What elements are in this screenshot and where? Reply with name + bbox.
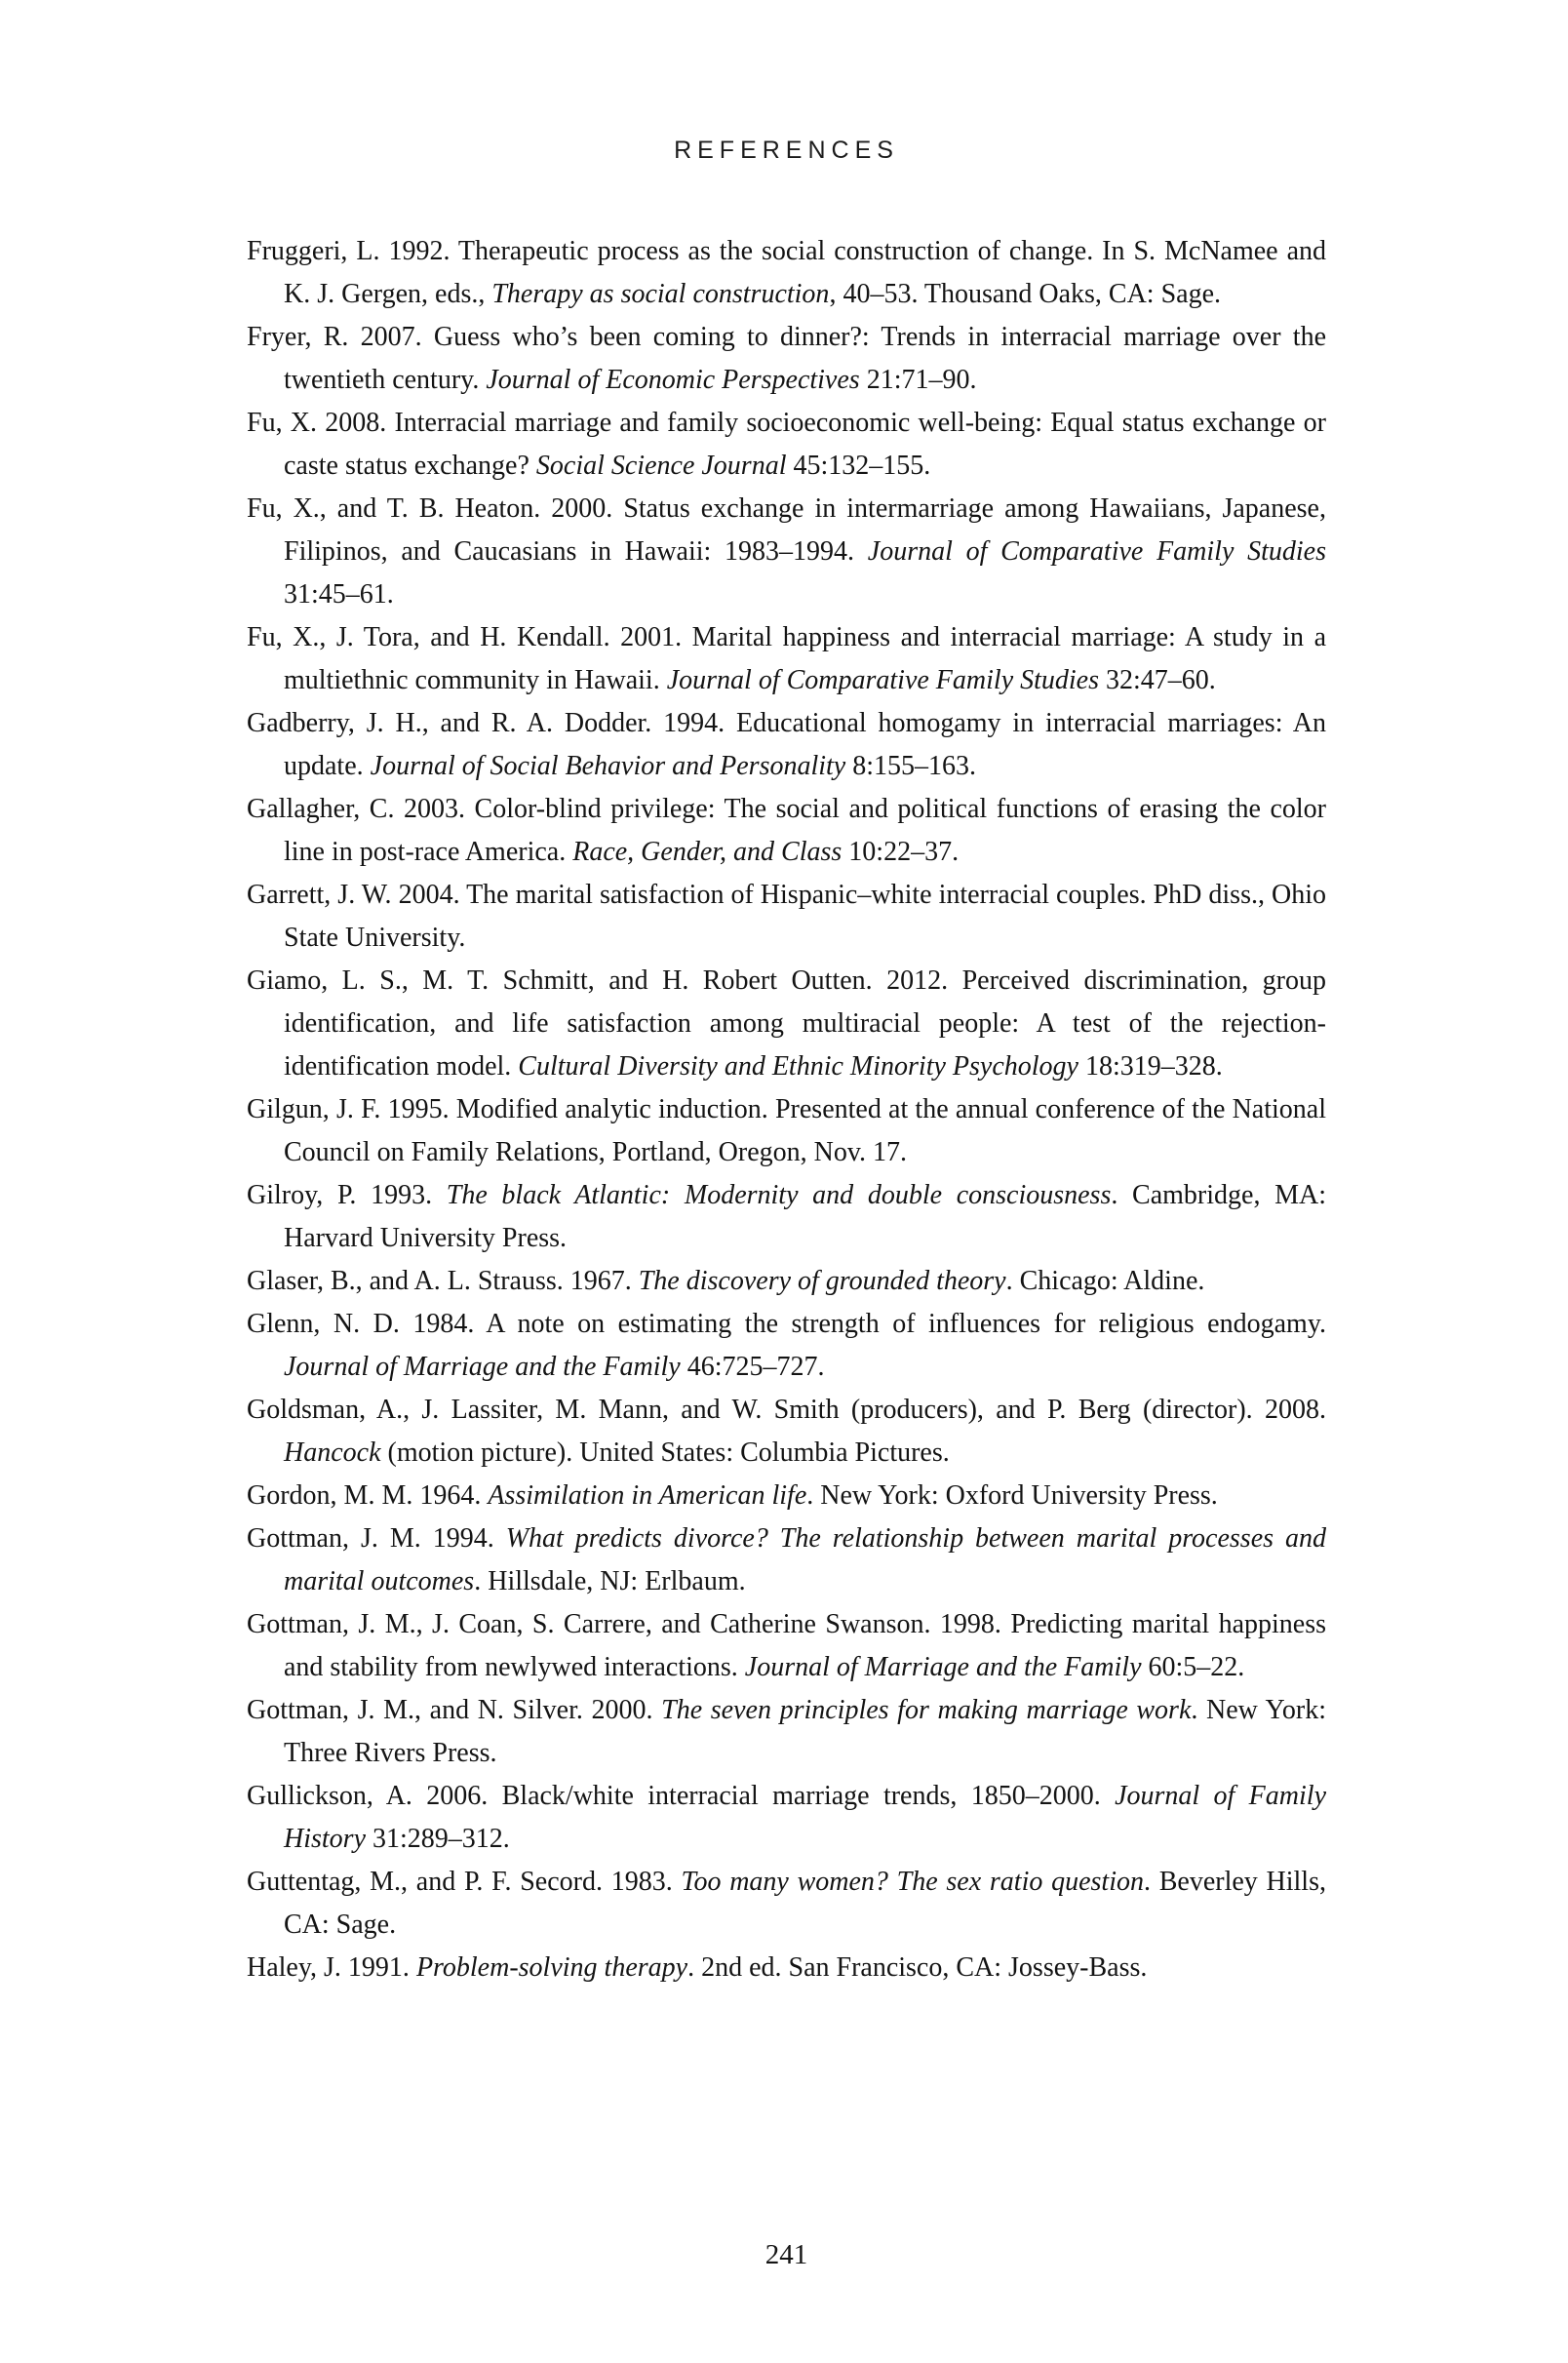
reference-italic-title: Journal of Marriage and the Family bbox=[284, 1352, 681, 1382]
reference-entry bbox=[247, 1861, 1326, 1947]
reference-text: Gottman, J. M. 1994. bbox=[247, 1523, 506, 1554]
reference-text: Glaser, B., and A. L. Strauss. 1967. bbox=[247, 1266, 639, 1296]
reference-entry bbox=[247, 1947, 1326, 1989]
reference-entry bbox=[247, 874, 1326, 960]
reference-entry bbox=[247, 1303, 1326, 1389]
reference-text: 10:22–37. bbox=[842, 837, 960, 867]
reference-text: . New York: Oxford University Press. bbox=[806, 1480, 1218, 1511]
reference-italic-title: Problem-solving therapy bbox=[415, 1952, 688, 1983]
reference-text: Fu, X., and T. B. Heaton. 2000. Status exchange in intermarriage among Hawaiians, Japanese, Filipinos, and Caucasians in Hawaii: 1983–1994. bbox=[247, 493, 1326, 567]
reference-italic-title: Journal of Marriage and the Family bbox=[744, 1652, 1142, 1682]
reference-italic-title: What predicts divorce? The relationship between marital processes and marital outcomes bbox=[284, 1523, 1327, 1596]
reference-italic-title: Journal of Comparative Family Studies bbox=[867, 536, 1326, 567]
reference-italic-title: Journal of Economic Perspectives bbox=[486, 365, 860, 395]
reference-text: (motion picture). United States: Columbia Pictures. bbox=[380, 1437, 950, 1468]
reference-italic-title: The seven principles for making marriage work bbox=[661, 1695, 1192, 1725]
reference-entry bbox=[247, 788, 1326, 874]
reference-text: . Hillsdale, NJ: Erlbaum. bbox=[474, 1566, 746, 1596]
reference-italic-title: Journal of Family History bbox=[284, 1781, 1326, 1854]
reference-text: Gilgun, J. F. 1995. Modified analytic induction. Presented at the annual conference of the National Council on Family Relations, Portland, Oregon, Nov. 17. bbox=[247, 1094, 1326, 1167]
reference-italic-title: Therapy as social construction bbox=[491, 279, 830, 309]
reference-text: 21:71–90. bbox=[859, 365, 977, 395]
reference-text: Giamo, L. S., M. T. Schmitt, and H. Robert Outten. 2012. Perceived discrimination, group identification, and life satisfaction among multiracial people: A test of the rejection-identification model. bbox=[247, 965, 1326, 1082]
reference-italic-title: Hancock bbox=[284, 1437, 381, 1468]
reference-text: Gadberry, J. H., and R. A. Dodder. 1994. Educational homogamy in interracial marriages: An update. bbox=[247, 708, 1326, 781]
reference-text: Gottman, J. M., J. Coan, S. Carrere, and Catherine Swanson. 1998. Predicting marital happiness and stability from newlywed interactions. bbox=[247, 1609, 1326, 1682]
reference-text: . Chicago: Aldine. bbox=[1005, 1266, 1205, 1296]
reference-italic-title: Too many women? The sex ratio question bbox=[681, 1867, 1144, 1897]
references-list bbox=[247, 230, 1326, 1989]
reference-text: Guttentag, M., and P. F. Secord. 1983. bbox=[247, 1867, 682, 1897]
reference-entry bbox=[247, 1475, 1326, 1517]
reference-text: 32:47–60. bbox=[1099, 665, 1216, 695]
reference-text: Fruggeri, L. 1992. Therapeutic process as the social construction of change. In S. McNamee and K. J. Gergen, eds., bbox=[247, 236, 1326, 309]
reference-text: Goldsman, A., J. Lassiter, M. Mann, and W. Smith (producers), and P. Berg (director). 2008. bbox=[247, 1395, 1326, 1425]
reference-entry bbox=[247, 1517, 1326, 1603]
reference-text: . 2nd ed. San Francisco, CA: Jossey-Bass. bbox=[687, 1952, 1148, 1983]
reference-entry bbox=[247, 316, 1326, 402]
reference-entry bbox=[247, 702, 1326, 788]
reference-entry bbox=[247, 1603, 1326, 1689]
reference-text: Gullickson, A. 2006. Black/white interracial marriage trends, 1850–2000. bbox=[247, 1781, 1116, 1811]
reference-text: Gilroy, P. 1993. bbox=[247, 1180, 447, 1210]
reference-entry bbox=[247, 488, 1326, 616]
reference-text: 18:319–328. bbox=[1078, 1051, 1223, 1082]
reference-italic-title: Journal of Social Behavior and Personality bbox=[370, 751, 846, 781]
reference-entry bbox=[247, 1174, 1326, 1260]
reference-text: 46:725–727. bbox=[680, 1352, 825, 1382]
reference-entry bbox=[247, 1689, 1326, 1775]
reference-italic-title: Cultural Diversity and Ethnic Minority Psychology bbox=[518, 1051, 1078, 1082]
reference-text: 31:45–61. bbox=[284, 579, 394, 610]
reference-italic-title: Race, Gender, and Class bbox=[572, 837, 843, 867]
reference-italic-title: Assimilation in American life bbox=[488, 1480, 807, 1511]
reference-text: Fu, X. 2008. Interracial marriage and family socioeconomic well-being: Equal status exchange or caste status exchange? bbox=[247, 408, 1326, 481]
reference-text: , 40–53. Thousand Oaks, CA: Sage. bbox=[829, 279, 1222, 309]
reference-entry bbox=[247, 402, 1326, 488]
reference-entry bbox=[247, 1389, 1326, 1475]
reference-text: . New York: Three Rivers Press. bbox=[284, 1695, 1326, 1768]
reference-entry bbox=[247, 616, 1326, 702]
reference-text: Fu, X., J. Tora, and H. Kendall. 2001. Marital happiness and interracial marriage: A study in a multiethnic community in Hawaii. bbox=[247, 622, 1326, 695]
reference-text: Haley, J. 1991. bbox=[247, 1952, 416, 1983]
page-title: REFERENCES bbox=[674, 137, 899, 164]
page-number: 241 bbox=[764, 2239, 808, 2270]
reference-text: Glenn, N. D. 1984. A note on estimating the strength of influences for religious endogamy. bbox=[247, 1309, 1326, 1339]
reference-text: . Cambridge, MA: Harvard University Press. bbox=[284, 1180, 1327, 1253]
reference-text: 8:155–163. bbox=[845, 751, 977, 781]
reference-text: Gordon, M. M. 1964. bbox=[247, 1480, 489, 1511]
reference-text: Gottman, J. M., and N. Silver. 2000. bbox=[247, 1695, 662, 1725]
reference-entry bbox=[247, 960, 1326, 1088]
reference-entry bbox=[247, 1775, 1326, 1861]
reference-text: 60:5–22. bbox=[1141, 1652, 1245, 1682]
reference-italic-title: The discovery of grounded theory bbox=[638, 1266, 1006, 1296]
reference-text: . Beverley Hills, CA: Sage. bbox=[284, 1867, 1326, 1940]
reference-text: 45:132–155. bbox=[786, 451, 931, 481]
reference-entry bbox=[247, 230, 1326, 316]
reference-text: Garrett, J. W. 2004. The marital satisfaction of Hispanic–white interracial couples. PhD diss., Ohio State University. bbox=[247, 880, 1326, 953]
reference-italic-title: Journal of Comparative Family Studies bbox=[666, 665, 1100, 695]
reference-text: Fryer, R. 2007. Guess who’s been coming to dinner?: Trends in interracial marriage over the twentieth century. bbox=[247, 322, 1326, 395]
reference-entry bbox=[247, 1260, 1326, 1303]
reference-italic-title: Social Science Journal bbox=[535, 451, 787, 481]
reference-text: 31:289–312. bbox=[366, 1824, 510, 1854]
reference-text: Gallagher, C. 2003. Color-blind privilege: The social and political functions of erasing the color line in post-race America. bbox=[247, 794, 1326, 867]
reference-italic-title: The black Atlantic: Modernity and double consciousness bbox=[446, 1180, 1112, 1210]
reference-entry bbox=[247, 1088, 1326, 1174]
